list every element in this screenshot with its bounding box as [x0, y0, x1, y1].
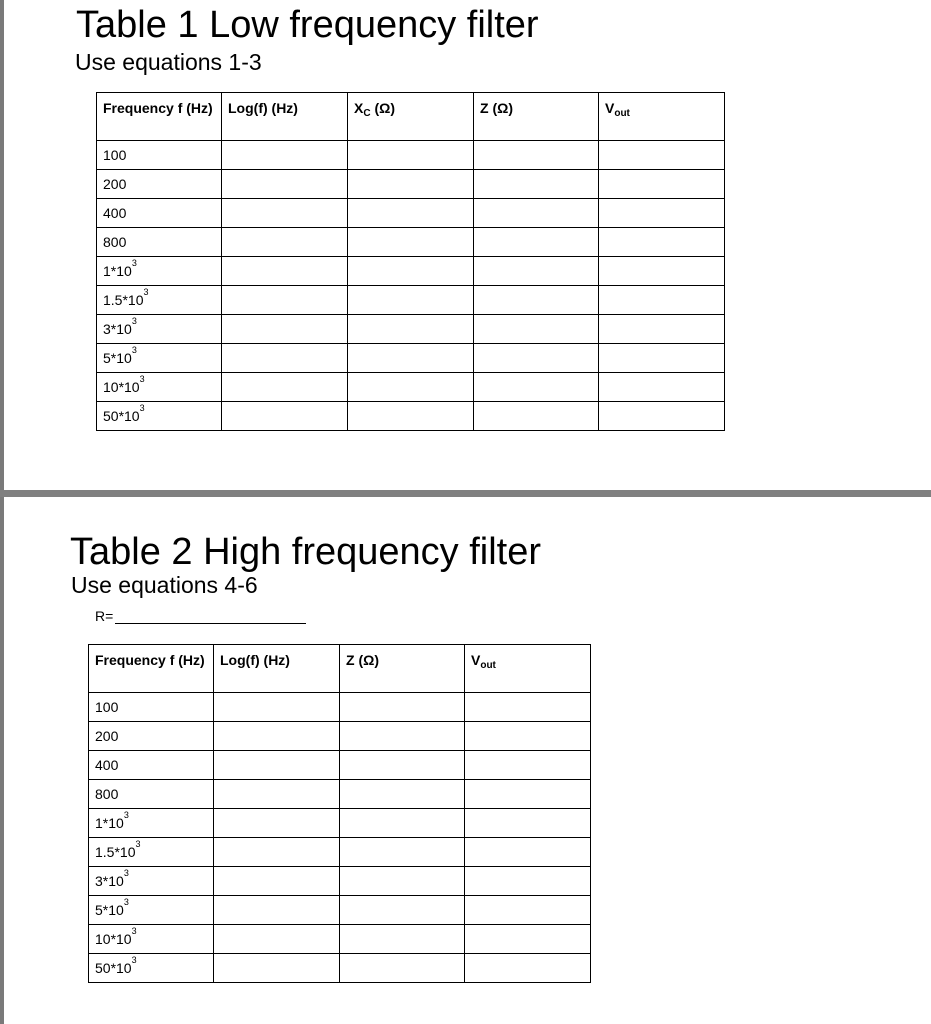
table-row — [97, 286, 725, 315]
frequency-cell — [97, 257, 222, 286]
empty-entry-cell[interactable] — [465, 925, 591, 954]
frequency-exponent: 3 — [139, 403, 145, 413]
table1-grid — [96, 92, 725, 431]
table-row — [97, 141, 725, 170]
table2-title: Table 2 High frequency filter — [70, 531, 542, 573]
empty-entry-cell[interactable] — [599, 141, 725, 170]
empty-entry-cell[interactable] — [599, 373, 725, 402]
frequency-value: 100 — [95, 699, 119, 715]
empty-entry-cell[interactable] — [465, 780, 591, 809]
frequency-value: 1.5*10 — [103, 292, 144, 308]
empty-entry-cell[interactable] — [474, 199, 599, 228]
empty-entry-cell[interactable] — [340, 809, 465, 838]
table-row — [97, 228, 725, 257]
table-row — [89, 838, 591, 867]
empty-entry-cell[interactable] — [340, 838, 465, 867]
table1-header-z: Z (Ω) — [474, 93, 599, 141]
table1-title: Table 1 Low frequency filter — [76, 4, 539, 46]
frequency-value: 3*10 — [103, 321, 132, 337]
table-row — [97, 170, 725, 199]
empty-entry-cell[interactable] — [599, 257, 725, 286]
empty-entry-cell[interactable] — [340, 693, 465, 722]
r-label: R= — [95, 608, 114, 624]
empty-entry-cell[interactable] — [348, 170, 474, 199]
empty-entry-cell[interactable] — [340, 722, 465, 751]
empty-entry-cell[interactable] — [348, 286, 474, 315]
frequency-cell — [97, 286, 222, 315]
empty-entry-cell[interactable] — [348, 402, 474, 431]
empty-entry-cell[interactable] — [474, 344, 599, 373]
frequency-cell — [89, 722, 214, 751]
frequency-value: 5*10 — [103, 350, 132, 366]
empty-entry-cell[interactable] — [214, 722, 340, 751]
frequency-exponent: 3 — [131, 955, 137, 965]
frequency-cell — [97, 373, 222, 402]
xc-base: X — [354, 100, 364, 116]
empty-entry-cell[interactable] — [474, 315, 599, 344]
frequency-value: 400 — [95, 757, 119, 773]
empty-entry-cell[interactable] — [599, 228, 725, 257]
empty-entry-cell[interactable] — [222, 286, 348, 315]
empty-entry-cell[interactable] — [599, 402, 725, 431]
empty-entry-cell[interactable] — [214, 693, 340, 722]
frequency-cell — [89, 809, 214, 838]
vout-base: V — [605, 100, 615, 116]
frequency-exponent: 3 — [123, 897, 129, 907]
empty-entry-cell[interactable] — [214, 838, 340, 867]
empty-entry-cell[interactable] — [214, 867, 340, 896]
frequency-value: 1.5*10 — [95, 844, 136, 860]
empty-entry-cell[interactable] — [222, 315, 348, 344]
frequency-cell — [97, 170, 222, 199]
table-row — [89, 954, 591, 983]
table1-header-row — [97, 93, 725, 141]
empty-entry-cell[interactable] — [599, 199, 725, 228]
frequency-cell — [89, 838, 214, 867]
empty-entry-cell[interactable] — [348, 228, 474, 257]
frequency-value: 3*10 — [95, 873, 124, 889]
table-row — [89, 925, 591, 954]
empty-entry-cell[interactable] — [474, 402, 599, 431]
table-row — [89, 751, 591, 780]
frequency-cell — [97, 228, 222, 257]
frequency-exponent: 3 — [123, 810, 129, 820]
empty-entry-cell[interactable] — [222, 257, 348, 286]
table-row — [89, 693, 591, 722]
empty-entry-cell[interactable] — [222, 228, 348, 257]
table1-body — [97, 141, 725, 431]
frequency-value: 1*10 — [95, 815, 124, 831]
empty-entry-cell[interactable] — [465, 896, 591, 925]
frequency-cell — [89, 925, 214, 954]
page-divider — [0, 490, 931, 497]
table1-header-log: Log(f) (Hz) — [222, 93, 348, 141]
frequency-exponent: 3 — [135, 839, 141, 849]
empty-entry-cell[interactable] — [340, 867, 465, 896]
empty-entry-cell[interactable] — [465, 722, 591, 751]
frequency-exponent: 3 — [143, 287, 149, 297]
frequency-cell — [89, 867, 214, 896]
frequency-cell — [89, 780, 214, 809]
empty-entry-cell[interactable] — [222, 170, 348, 199]
table1-subtitle: Use equations 1-3 — [75, 49, 262, 75]
empty-entry-cell[interactable] — [474, 170, 599, 199]
vout-sub: out — [480, 660, 496, 671]
frequency-exponent: 3 — [131, 345, 137, 355]
frequency-exponent: 3 — [131, 926, 137, 936]
empty-entry-cell[interactable] — [348, 141, 474, 170]
frequency-cell — [89, 693, 214, 722]
empty-entry-cell[interactable] — [214, 780, 340, 809]
frequency-value: 400 — [103, 205, 127, 221]
frequency-value: 10*10 — [103, 379, 140, 395]
table-row — [97, 257, 725, 286]
empty-entry-cell[interactable] — [599, 315, 725, 344]
frequency-cell — [97, 199, 222, 228]
table-row — [97, 344, 725, 373]
table2-header-frequency: Frequency f (Hz) — [89, 645, 214, 693]
empty-entry-cell[interactable] — [214, 925, 340, 954]
empty-entry-cell[interactable] — [214, 954, 340, 983]
empty-entry-cell[interactable] — [599, 344, 725, 373]
xc-unit: (Ω) — [370, 100, 396, 116]
frequency-cell — [97, 315, 222, 344]
empty-entry-cell[interactable] — [340, 780, 465, 809]
frequency-value: 5*10 — [95, 902, 124, 918]
empty-entry-cell[interactable] — [214, 751, 340, 780]
empty-entry-cell[interactable] — [348, 257, 474, 286]
frequency-value: 200 — [95, 728, 119, 744]
table-row — [89, 722, 591, 751]
frequency-value: 200 — [103, 176, 127, 192]
empty-entry-cell[interactable] — [348, 373, 474, 402]
empty-entry-cell[interactable] — [222, 373, 348, 402]
vout-sub: out — [614, 108, 630, 119]
table1-header-frequency: Frequency f (Hz) — [97, 93, 222, 141]
empty-entry-cell[interactable] — [222, 402, 348, 431]
empty-entry-cell[interactable] — [340, 954, 465, 983]
frequency-exponent: 3 — [139, 374, 145, 384]
frequency-value: 50*10 — [103, 408, 140, 424]
empty-entry-cell[interactable] — [214, 809, 340, 838]
frequency-exponent: 3 — [131, 316, 137, 326]
table2-body — [89, 693, 591, 983]
empty-entry-cell[interactable] — [599, 170, 725, 199]
table-row — [97, 315, 725, 344]
frequency-cell — [89, 751, 214, 780]
table2-header-log: Log(f) (Hz) — [214, 645, 340, 693]
frequency-value: 100 — [103, 147, 127, 163]
vout-base: V — [471, 652, 481, 668]
frequency-cell — [89, 954, 214, 983]
empty-entry-cell[interactable] — [348, 315, 474, 344]
empty-entry-cell[interactable] — [340, 896, 465, 925]
empty-entry-cell[interactable] — [465, 954, 591, 983]
table-row — [89, 780, 591, 809]
empty-entry-cell[interactable] — [214, 896, 340, 925]
empty-entry-cell[interactable] — [465, 693, 591, 722]
empty-entry-cell[interactable] — [474, 286, 599, 315]
frequency-cell — [97, 141, 222, 170]
empty-entry-cell[interactable] — [465, 867, 591, 896]
frequency-cell — [97, 344, 222, 373]
table2-header-vout — [465, 645, 591, 693]
table2-header-row — [89, 645, 591, 693]
frequency-value: 800 — [103, 234, 127, 250]
empty-entry-cell[interactable] — [474, 373, 599, 402]
table2-subtitle: Use equations 4-6 — [71, 572, 258, 598]
table-row — [97, 199, 725, 228]
empty-entry-cell[interactable] — [348, 344, 474, 373]
empty-entry-cell[interactable] — [465, 809, 591, 838]
table-row — [97, 373, 725, 402]
empty-entry-cell[interactable] — [474, 257, 599, 286]
frequency-value: 50*10 — [95, 960, 132, 976]
empty-entry-cell[interactable] — [465, 751, 591, 780]
frequency-value: 800 — [95, 786, 119, 802]
frequency-cell — [97, 402, 222, 431]
frequency-exponent: 3 — [131, 258, 137, 268]
table-row — [89, 867, 591, 896]
table-row — [97, 402, 725, 431]
table2-grid — [88, 644, 591, 983]
empty-entry-cell[interactable] — [599, 286, 725, 315]
empty-entry-cell[interactable] — [474, 141, 599, 170]
empty-entry-cell[interactable] — [474, 228, 599, 257]
table1-header-xc — [348, 93, 474, 141]
table-row — [89, 896, 591, 925]
r-value-line[interactable] — [115, 607, 306, 624]
frequency-value: 10*10 — [95, 931, 132, 947]
empty-entry-cell[interactable] — [222, 141, 348, 170]
empty-entry-cell[interactable] — [348, 199, 474, 228]
table2-header-z: Z (Ω) — [340, 645, 465, 693]
xc-sub: C — [363, 108, 371, 119]
empty-entry-cell[interactable] — [222, 344, 348, 373]
table-row — [89, 809, 591, 838]
empty-entry-cell[interactable] — [340, 751, 465, 780]
table1-header-vout — [599, 93, 725, 141]
empty-entry-cell[interactable] — [340, 925, 465, 954]
page-left-border — [0, 0, 4, 1024]
empty-entry-cell[interactable] — [222, 199, 348, 228]
empty-entry-cell[interactable] — [465, 838, 591, 867]
frequency-exponent: 3 — [123, 868, 129, 878]
frequency-value: 1*10 — [103, 263, 132, 279]
frequency-cell — [89, 896, 214, 925]
